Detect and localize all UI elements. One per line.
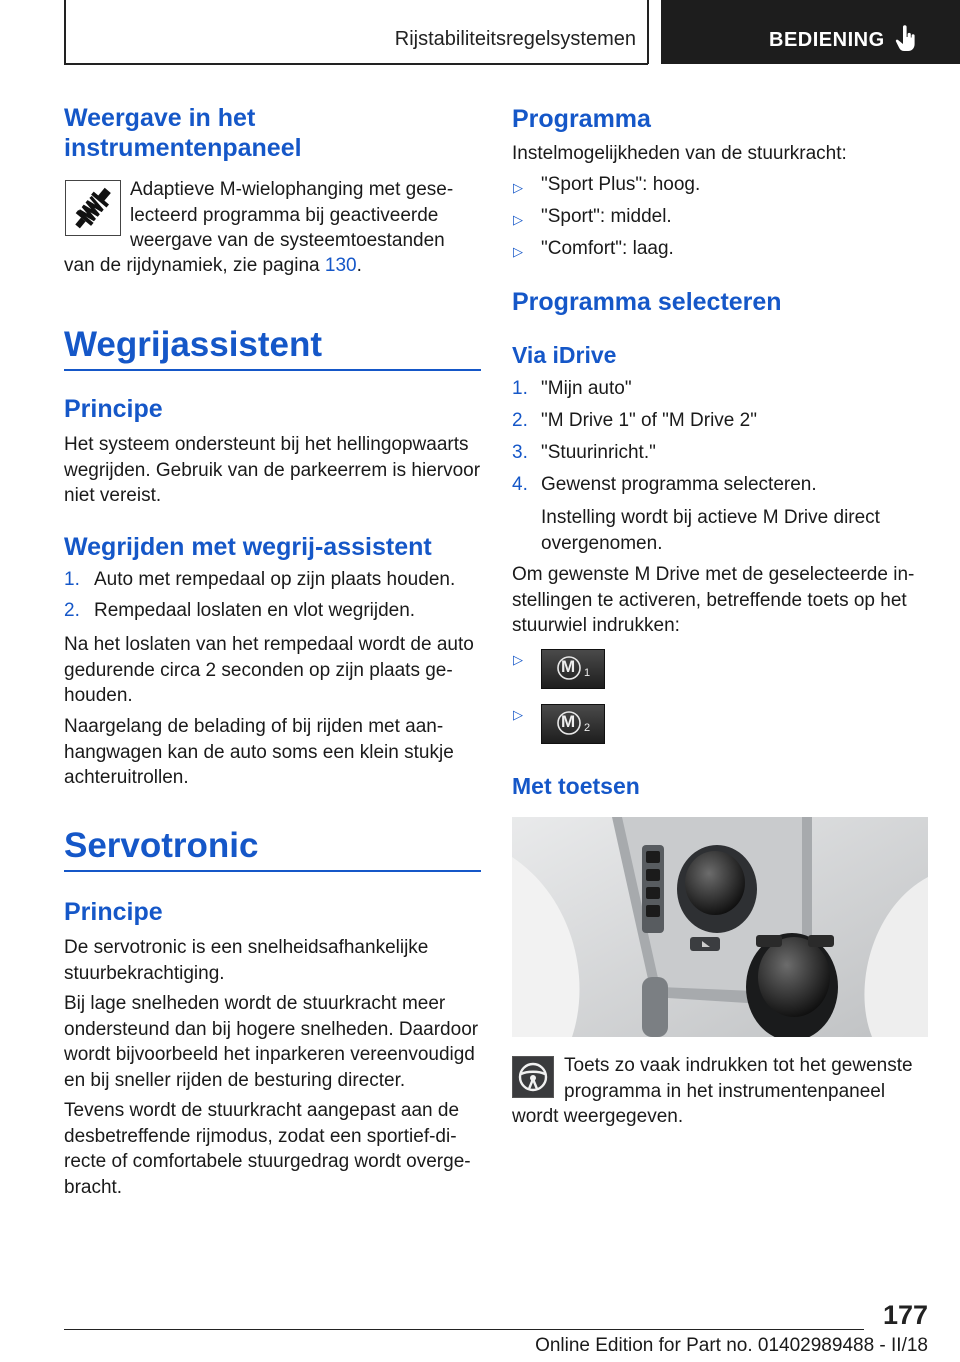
- step-text: "M Drive 1" of "M Drive 2": [541, 410, 757, 431]
- list-item: [512, 204, 930, 236]
- step-text: Gewenst programma selecteren.: [541, 474, 817, 495]
- list-item: [512, 376, 930, 408]
- step-text: "Stuurinricht.": [541, 442, 656, 463]
- step-note: [541, 505, 880, 556]
- text-line: lecteerd programma bij geactiveerde: [130, 204, 439, 226]
- text-line: recte of comfortabele stuurgedrag wordt overge‐: [64, 1151, 471, 1172]
- text-span: .: [356, 255, 362, 276]
- center-console-photo: [512, 817, 928, 1037]
- text-line: Adaptieve M-wielophanging met gese‐: [130, 179, 454, 200]
- list-item: [512, 172, 930, 204]
- section-title: Rijstabiliteitsregelsystemen: [394, 28, 636, 50]
- paragraph: [64, 432, 480, 509]
- paragraph: [64, 935, 428, 986]
- text-line: programma in het instrumentenpaneel: [564, 1080, 886, 1102]
- m-button-letter: M: [561, 657, 576, 676]
- section-rule: [64, 870, 481, 872]
- bullet-triangle-icon: ▷: [513, 180, 523, 195]
- bullet-text: "Comfort": laag.: [541, 238, 674, 259]
- paragraph-last-line: wordt weergegeven.: [512, 1106, 684, 1127]
- list-item: [64, 567, 481, 598]
- heading-line: instrumentenpaneel: [64, 134, 302, 162]
- subheading-via-idrive: Via iDrive: [512, 342, 617, 368]
- paragraph: [564, 1053, 930, 1104]
- section-heading-programma-selecteren: Programma selecteren: [512, 288, 782, 316]
- text-line: Tevens wordt de stuurkracht aangepast aan de: [64, 1100, 460, 1121]
- m-button-sub: 1: [584, 667, 591, 679]
- paragraph: Instelmogelijkheden van de stuurkracht:: [512, 143, 847, 164]
- text-line: Bij lage snelheden wordt de stuurkracht meer: [64, 993, 446, 1014]
- m-button-letter: M: [561, 712, 576, 731]
- step-number: 1.: [512, 378, 528, 399]
- bullet-text: "Sport": middel.: [541, 206, 672, 227]
- bullet-triangle-icon: ▷: [513, 652, 523, 667]
- text-line: niet vereist.: [64, 485, 162, 506]
- paragraph: [64, 714, 454, 791]
- section-title-wegrijassistent: Wegrijassistent: [64, 325, 323, 364]
- step-text: "Mijn auto": [541, 378, 632, 399]
- text-line: desbetreffende rijmodus, zodat een sportief-di‐: [64, 1125, 457, 1147]
- bullet-triangle-icon: ▷: [513, 707, 523, 722]
- step-number: 4.: [512, 474, 528, 495]
- paragraph: [64, 991, 478, 1093]
- bullet-text: "Sport Plus": hoog.: [541, 174, 701, 195]
- heading-line: Weergave in het: [64, 104, 256, 132]
- page-reference-link[interactable]: 130: [324, 255, 357, 276]
- step-number: 2.: [64, 600, 80, 621]
- text-line: Toets zo vaak indrukken tot het gewenste: [564, 1055, 913, 1076]
- bullet-triangle-icon: ▷: [513, 212, 523, 227]
- text-line: Na het loslaten van het rempedaal wordt de auto: [64, 634, 474, 655]
- step-text: Rempedaal loslaten en vlot wegrijden.: [94, 600, 416, 621]
- display-description-last-line: [64, 253, 362, 279]
- step-list: [512, 376, 930, 504]
- step-number: 2.: [512, 410, 528, 431]
- subheading-principe: Principe: [64, 898, 163, 926]
- list-item: [512, 408, 930, 440]
- text-line: De servotronic is een snelheidsafhankelijke: [64, 937, 429, 958]
- edition-note: Online Edition for Part no. 01402989488 - II/18: [535, 1335, 928, 1356]
- steering-wheel-icon: [512, 1056, 554, 1098]
- text-line: Om gewenste M Drive met de geselecteerde in‐: [512, 564, 915, 585]
- page-number: 177: [882, 1300, 928, 1330]
- text-line: houden.: [64, 685, 133, 706]
- display-description: [130, 177, 480, 254]
- header-right-border: [647, 0, 649, 64]
- chapter-tab[interactable]: [661, 0, 960, 64]
- subheading-wegrijden: Wegrijden met wegrij-assistent: [64, 533, 432, 561]
- text-line: hangwagen kan de auto soms een klein stukje: [64, 741, 454, 763]
- paragraph: [64, 1098, 471, 1200]
- section-heading-display: [64, 103, 302, 163]
- section-heading-programma: Programma: [512, 105, 651, 133]
- subheading-principe: Principe: [64, 395, 163, 423]
- list-item: [64, 598, 481, 629]
- m-button-sub: 2: [584, 722, 591, 734]
- text-line: wordt bijvoorbeeld het inparkeren vereenvoudigd: [64, 1044, 475, 1065]
- subheading-met-toetsen: Met toetsen: [512, 773, 640, 799]
- step-text: Auto met rempedaal op zijn plaats houden.: [94, 569, 456, 590]
- text-line: stuurwiel indrukken:: [512, 615, 680, 636]
- paragraph: [64, 632, 474, 709]
- shock-absorber-icon: [65, 180, 121, 236]
- text-line: stellingen te activeren, betreffende toets op het: [512, 589, 907, 611]
- text-span: van de rijdynamiek, zie pagina: [64, 255, 325, 276]
- text-line: achteruitrollen.: [64, 767, 189, 788]
- text-line: bracht.: [64, 1176, 123, 1198]
- text-line: stuurbekrachtiging.: [64, 962, 225, 984]
- text-line: ondersteund dan bij hogere snelheden. Daardoor: [64, 1018, 479, 1040]
- text-line: gedurende circa 2 seconden op zijn plaats ge‐: [64, 659, 453, 681]
- paragraph: [512, 562, 914, 639]
- section-rule: [64, 369, 481, 371]
- chapter-tab-label: BEDIENING: [769, 29, 885, 51]
- text-line: wegrijden. Gebruik van de parkeerrem is hiervoor: [64, 459, 481, 481]
- text-line: Naargelang de belading of bij rijden met aan‐: [64, 716, 444, 737]
- list-item: [512, 472, 930, 504]
- section-title-servotronic: Servotronic: [64, 826, 259, 865]
- text-line: Instelling wordt bij actieve M Drive direct: [541, 507, 880, 528]
- header-bottom-border: [64, 63, 648, 65]
- text-line: weergave van de systeemtoestanden: [130, 230, 445, 251]
- step-number: 3.: [512, 442, 528, 463]
- text-line: en bij sneller rijden de besturing directer.: [64, 1069, 406, 1091]
- pointing-hand-icon: [895, 25, 917, 53]
- bullet-list: [512, 172, 930, 268]
- list-item: [512, 236, 930, 268]
- m2-steering-button-icon: [541, 704, 605, 744]
- list-item: [512, 440, 930, 472]
- text-line: Het systeem ondersteunt bij het hellingopwaarts: [64, 434, 469, 455]
- footer-rule: [64, 1329, 864, 1330]
- bullet-triangle-icon: ▷: [513, 244, 523, 259]
- text-line: overgenomen.: [541, 532, 663, 554]
- m1-steering-button-icon: [541, 649, 605, 689]
- step-list: [64, 567, 481, 629]
- step-number: 1.: [64, 569, 80, 590]
